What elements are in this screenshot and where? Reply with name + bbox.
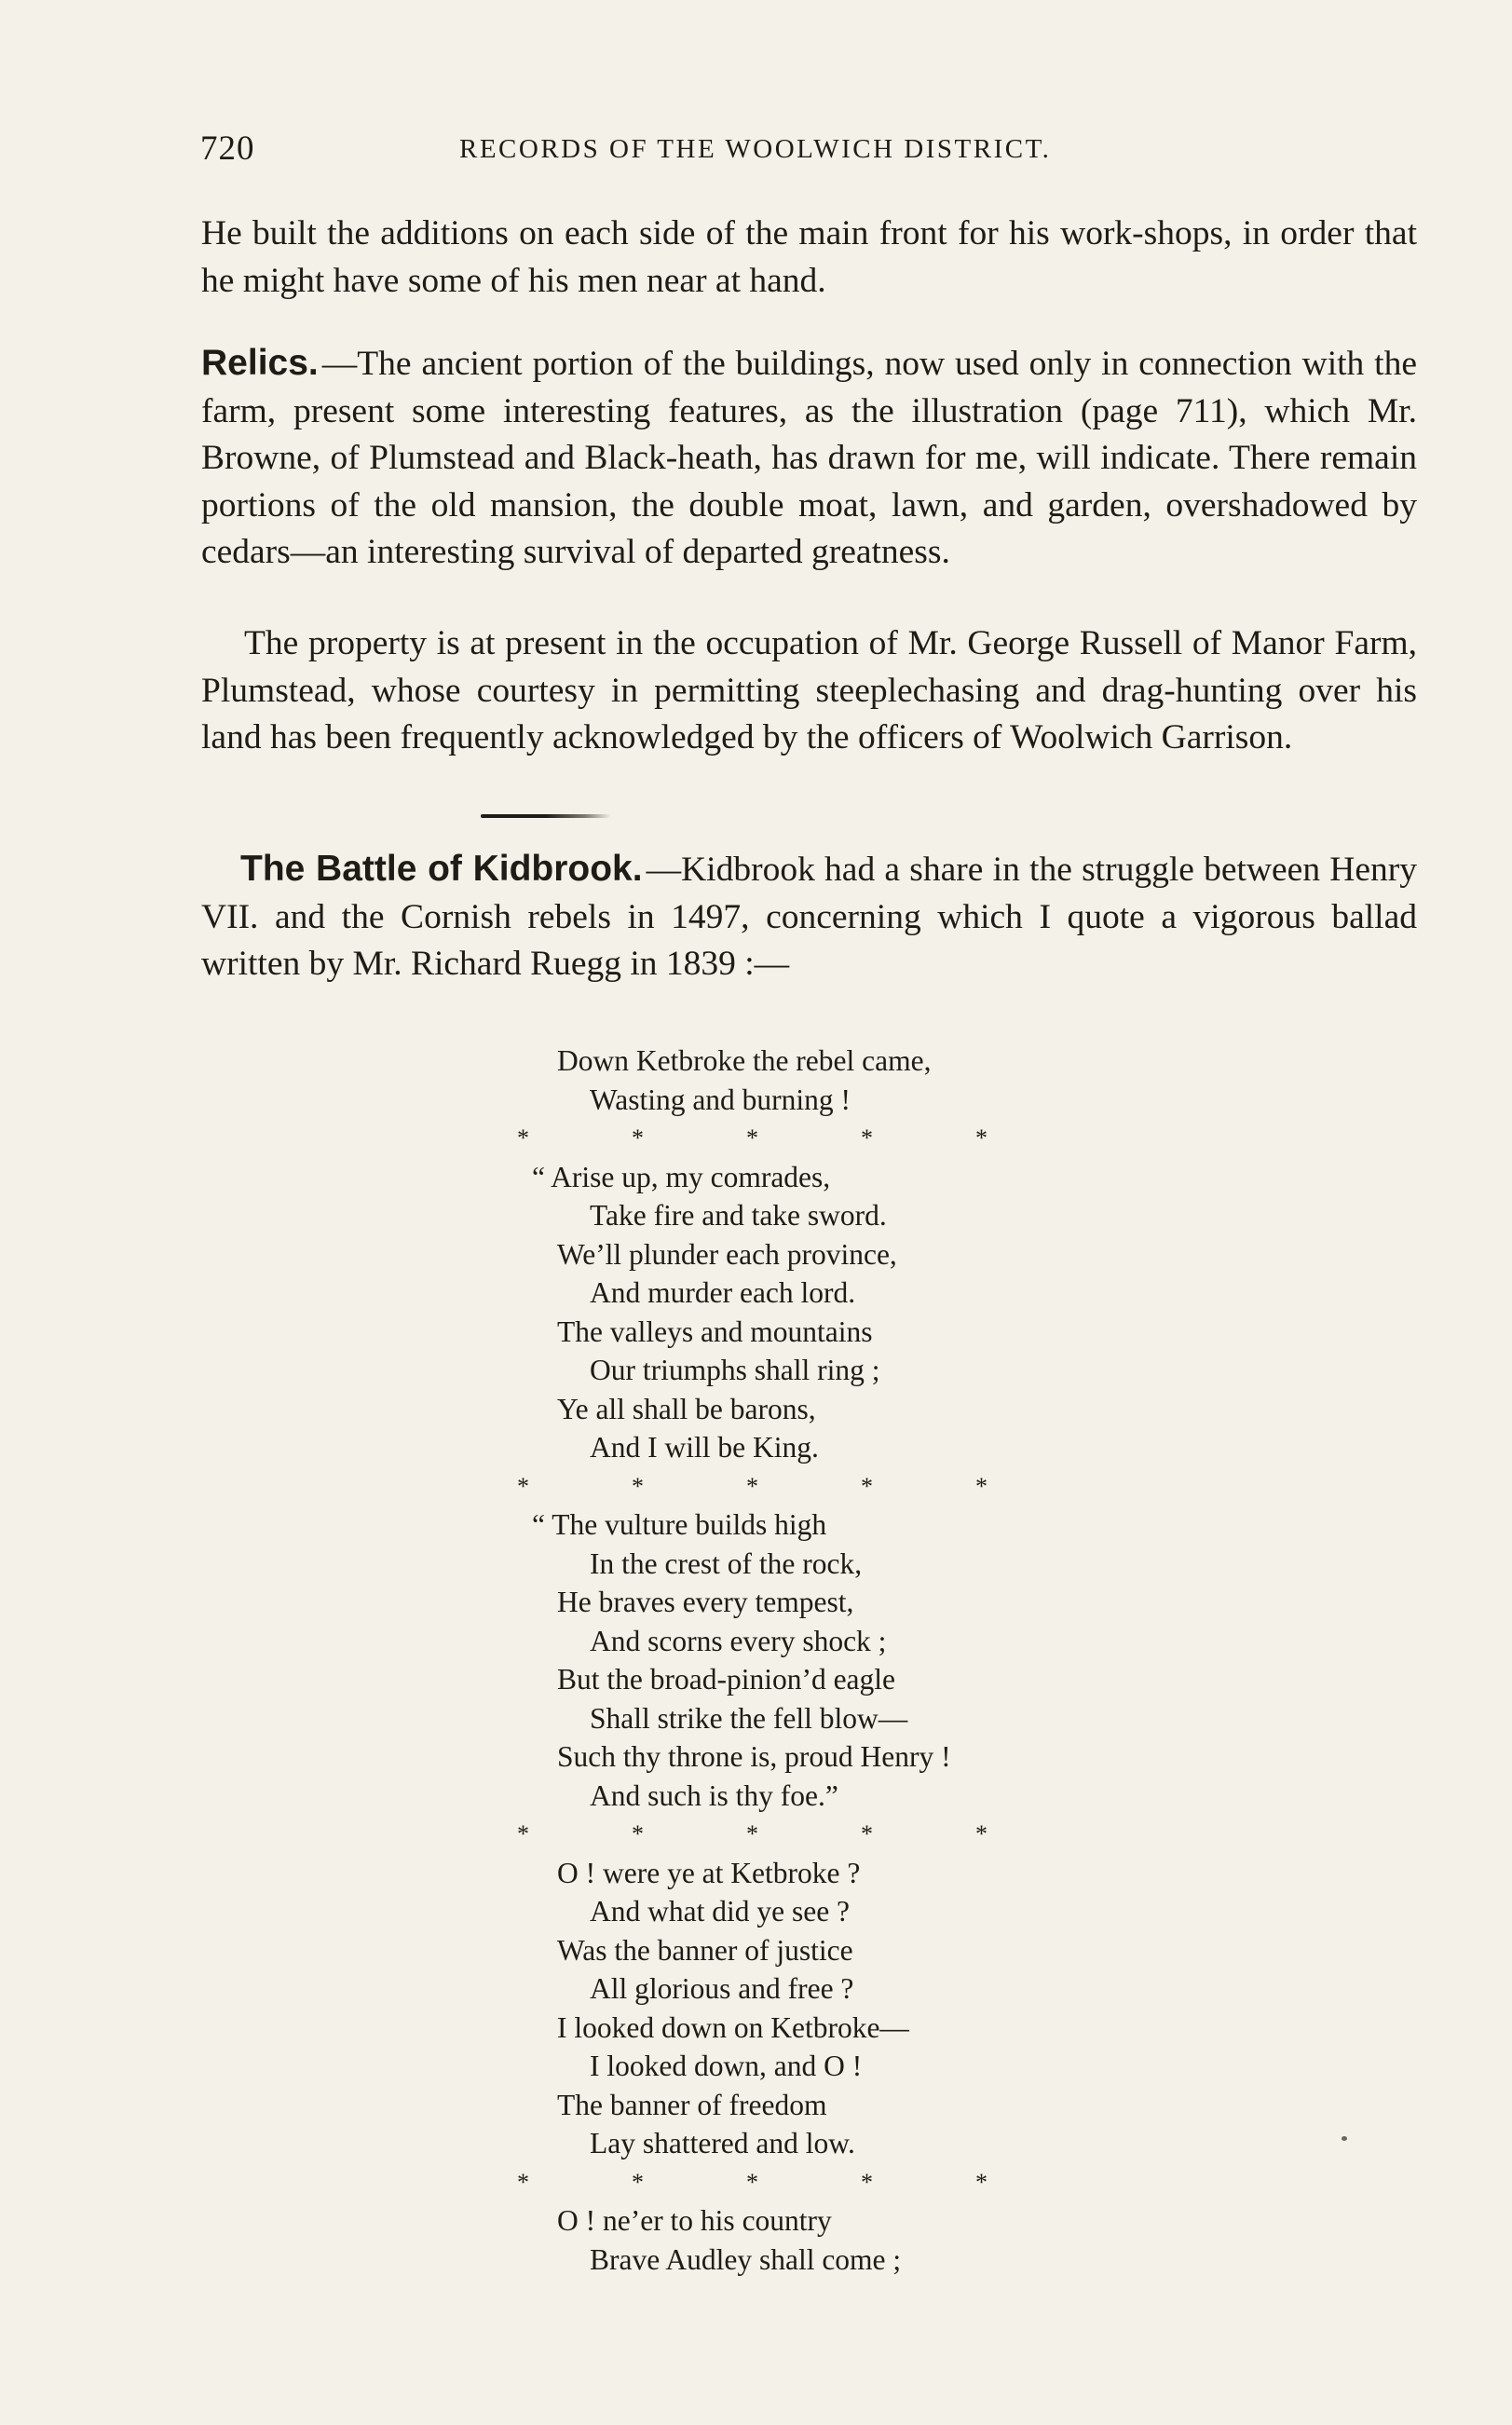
poem-line: Ye all shall be barons, [557, 1392, 816, 1425]
poem-line: “ Arise up, my comrades, [532, 1160, 831, 1193]
star-mark: * [517, 2168, 529, 2196]
section-heading-battle: The Battle of Kidbrook. [240, 849, 643, 889]
poem-line: In the crest of the rock, [590, 1546, 863, 1580]
star-mark: * [517, 1124, 529, 1151]
paragraph-property [201, 620, 1417, 762]
poem-line: The banner of freedom [557, 2088, 827, 2121]
paragraph-text: —The ancient portion of the buildings, now used only in connection with the farm, present some interesting features, as the illustration (page 711), which Mr. Browne, of Plumstead and Black-heath, has drawn for me, will indicate. There remain portions of the old mansion, the double moat, lawn, and garden, overshadowed by cedars—an interesting survival of departed greatness. [201, 345, 1417, 571]
star-mark: * [632, 1124, 644, 1151]
star-mark: * [746, 2168, 758, 2196]
page-number: 720 [200, 129, 255, 168]
star-mark: * [632, 1472, 644, 1500]
star-mark: * [517, 1472, 529, 1500]
poem-line: All glorious and free ? [590, 1972, 854, 2005]
paragraph-text: —Kidbrook had a share in the struggle between Henry VII. and the Cornish rebels in 1497, concerning which I quote a vigorous ballad written by Mr. Richard Ruegg in 1839 :— [201, 851, 1418, 983]
poem-line: Take fire and take sword. [590, 1199, 887, 1232]
star-mark: * [517, 1820, 529, 1847]
running-title: RECORDS OF THE WOOLWICH DISTRICT. [459, 134, 1052, 164]
paragraph-workshops [201, 211, 1417, 305]
star-mark: * [632, 2168, 644, 2196]
star-mark: * [975, 1124, 988, 1151]
section-divider-rule [481, 814, 611, 818]
paragraph-relics [201, 340, 1417, 577]
poem-line: I looked down, and O ! [590, 2050, 863, 2082]
poem-line: And murder each lord. [590, 1276, 856, 1309]
paragraph-text: He built the additions on each side of the main front for his work-shops, in order that he might have some of his men near at hand. [201, 214, 1417, 300]
poem-line: Lay shattered and low. [590, 2127, 855, 2159]
poem-line: We’ll plunder each province, [557, 1237, 897, 1271]
running-head [200, 129, 1416, 175]
star-mark: * [632, 1820, 644, 1847]
poem-line: And scorns every shock ; [590, 1624, 887, 1657]
star-mark: * [975, 1820, 988, 1847]
star-mark: * [861, 2168, 873, 2196]
poem-line: And such is thy foe.” [590, 1778, 838, 1812]
poem-line: Shall strike the fell blow— [590, 1701, 908, 1735]
star-mark: * [861, 1472, 873, 1500]
paper-speck [1342, 2136, 1347, 2141]
poem-line: And I will be King. [590, 1431, 819, 1464]
poem-line: Our triumphs shall ring ; [590, 1354, 880, 1386]
star-mark: * [975, 1472, 988, 1500]
star-mark: * [746, 1820, 758, 1847]
poem-line: O ! ne’er to his country [557, 2204, 832, 2237]
poem-line: He braves every tempest, [557, 1586, 854, 1618]
poem-line: “ The vulture builds high [532, 1508, 827, 1541]
star-mark: * [746, 1124, 758, 1151]
star-mark: * [861, 1124, 873, 1151]
paragraph-text: The property is at present in the occupation of Mr. George Russell of Manor Farm, Plumstead, whose courtesy in permitting steeplechasing and drag-hunting over his land has been frequently acknowledged by the officers of Woolwich Garrison. [201, 624, 1417, 756]
poem-line: Such thy throne is, proud Henry ! [557, 1740, 951, 1773]
stanza-break-stars [517, 1815, 988, 1854]
section-heading-relics: Relics. [201, 343, 319, 383]
star-mark: * [975, 2168, 988, 2196]
paragraph-battle [201, 846, 1417, 988]
poem-line: O ! were ye at Ketbroke ? [557, 1856, 861, 1889]
poem-line: Was the banner of justice [557, 1933, 853, 1967]
poem-line: Brave Audley shall come ; [590, 2242, 902, 2276]
poem-line: Wasting and burning ! [590, 1083, 851, 1116]
stanza-break-stars [517, 1467, 988, 1506]
poem-line: The valleys and mountains [557, 1315, 873, 1348]
poem-line: But the broad-pinion’d eagle [557, 1663, 896, 1696]
star-mark: * [746, 1472, 758, 1500]
star-mark: * [861, 1820, 873, 1847]
ballad [517, 1042, 1057, 2279]
poem-line: Down Ketbroke the rebel came, [557, 1044, 932, 1077]
stanza-break-stars [517, 2163, 988, 2202]
poem-line: And what did ye see ? [590, 1895, 851, 1928]
poem-line: I looked down on Ketbroke— [557, 2010, 909, 2044]
stanza-break-stars [517, 1119, 988, 1158]
